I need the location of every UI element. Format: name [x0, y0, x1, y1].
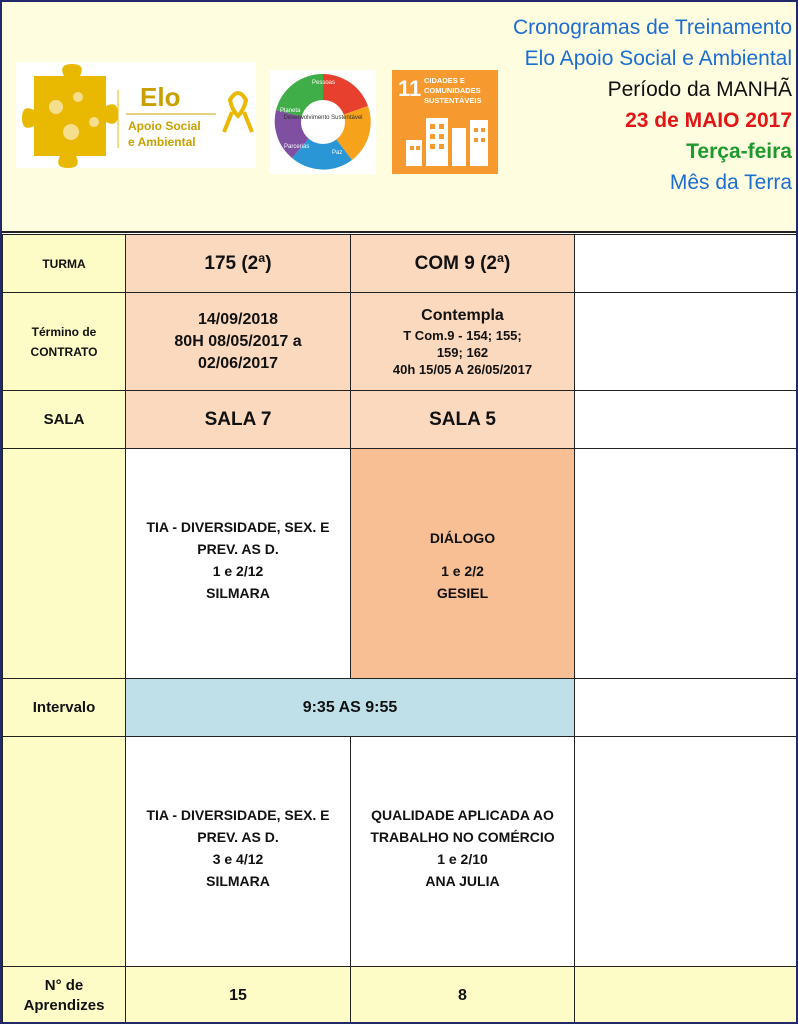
block2-col2-subject-line1: QUALIDADE APLICADA AO: [371, 806, 554, 823]
sdg-number: 11: [398, 76, 422, 101]
block2-col1-lesson: 3 e 4/12: [212, 850, 264, 867]
sdg-text-2: COMUNIDADES: [424, 86, 481, 95]
title-organization: Elo Apoio Social e Ambiental: [524, 47, 792, 70]
label-aprendizes: [3, 967, 126, 1024]
empty-cell: [575, 679, 797, 737]
empty-cell: [575, 391, 797, 449]
intervalo-time: 9:35 AS 9:55: [126, 679, 575, 737]
empty-cell: [575, 737, 797, 967]
contrato-col1: [126, 293, 351, 391]
schedule-table: [2, 234, 797, 1024]
empty-cell: [575, 967, 797, 1024]
turma-col1: 175 (2ª): [126, 235, 351, 293]
block1-col1-subject-line2: PREV. AS D.: [197, 540, 279, 557]
title-date: 23 de MAIO 2017: [625, 109, 792, 132]
row-intervalo: [3, 679, 797, 737]
ribbon-icon: [224, 93, 252, 132]
row-block2: [3, 737, 797, 967]
contrato-col2-line3: 40h 15/05 A 26/05/2017: [392, 362, 533, 377]
row-block1: [3, 449, 797, 679]
label-aprendizes-line2: Aprendizes: [23, 996, 105, 1014]
row-contrato: [3, 293, 797, 391]
empty-cell: [575, 293, 797, 391]
row-aprendizes: [3, 967, 797, 1024]
block1-col1: [126, 449, 351, 679]
block2-col2-teacher: ANA JULIA: [425, 872, 500, 889]
contrato-col2: [351, 293, 575, 391]
block2-col2: [351, 737, 575, 967]
block1-col2-subject: DIÁLOGO: [429, 529, 496, 546]
contrato-col2-line2: 159; 162: [436, 345, 489, 360]
contrato-col1-line1: 14/09/2018: [197, 310, 279, 328]
title-cronogramas: Cronogramas de Treinamento: [513, 16, 792, 39]
sds-pessoas: Pessoas: [312, 80, 336, 86]
sdg-11-logo: [392, 70, 498, 174]
block1-col2-lesson: 1 e 2/2: [441, 562, 484, 579]
elo-sub1: Apoio Social: [128, 119, 201, 133]
sds-planeta: Planeta: [280, 108, 301, 114]
block2-col2-subject-line2: TRABALHO NO COMÉRCIO: [370, 828, 555, 845]
block2-col2-lesson: 1 e 2/10: [437, 850, 488, 867]
block1-col1-lesson: 1 e 2/12: [212, 562, 264, 579]
block2-col1-teacher: SILMARA: [206, 872, 270, 889]
label-turma: TURMA: [3, 235, 126, 293]
sdg-text-3: SUSTENTÁVEIS: [424, 96, 482, 105]
header-titles: [513, 12, 792, 198]
empty-label-cell: [3, 737, 126, 967]
contrato-col2-line1: T Com.9 - 154; 155;: [403, 328, 522, 343]
label-sala: SALA: [3, 391, 126, 449]
elo-sub2: e Ambiental: [128, 135, 196, 149]
title-month-theme: Mês da Terra: [669, 171, 792, 194]
aprendizes-col1: 15: [126, 967, 351, 1024]
contrato-col1-line2: 80H 08/05/2017 a: [174, 332, 302, 350]
block1-col2-teacher: GESIEL: [436, 584, 489, 601]
empty-label-cell: [3, 449, 126, 679]
elo-logo: [16, 62, 256, 168]
sala-col1: SALA 7: [126, 391, 351, 449]
puzzle-icon: [16, 62, 256, 168]
label-intervalo: Intervalo: [3, 679, 126, 737]
turma-col2: COM 9 (2ª): [351, 235, 575, 293]
sds-center-label: Desenvolvimento Sustentável: [283, 115, 363, 121]
city-buildings-icon: [392, 70, 498, 174]
label-aprendizes-line1: N° de: [44, 976, 84, 994]
empty-cell: [575, 449, 797, 679]
block2-col1: [126, 737, 351, 967]
header: [2, 2, 796, 233]
label-termino-line2: CONTRATO: [30, 344, 98, 359]
block2-col1-subject-line2: PREV. AS D.: [197, 828, 279, 845]
label-termino-line1: Término de: [31, 324, 97, 339]
block2-col1-subject-line1: TIA - DIVERSIDADE, SEX. E: [146, 806, 330, 823]
sustainability-wheel-icon: [270, 70, 376, 174]
sds-paz: Paz: [332, 150, 343, 156]
row-turma: [3, 235, 797, 293]
aprendizes-col2: 8: [351, 967, 575, 1024]
empty-cell: [575, 235, 797, 293]
title-period: Período da MANHÃ: [607, 78, 792, 101]
contrato-col2-title: Contempla: [421, 307, 504, 324]
sustainable-development-logo: [270, 70, 376, 174]
sdg-text-1: CIDADES E: [424, 76, 465, 85]
contrato-col1-line3: 02/06/2017: [197, 354, 279, 372]
title-weekday: Terça-feira: [686, 140, 792, 163]
row-sala: [3, 391, 797, 449]
sds-parcerias: Parcerias: [284, 144, 310, 150]
label-termino-contrato: [3, 293, 126, 391]
block1-col2: [351, 449, 575, 679]
block1-col1-teacher: SILMARA: [206, 584, 270, 601]
elo-title: Elo: [140, 82, 181, 112]
sala-col2: SALA 5: [351, 391, 575, 449]
block1-col1-subject-line1: TIA - DIVERSIDADE, SEX. E: [146, 518, 330, 535]
